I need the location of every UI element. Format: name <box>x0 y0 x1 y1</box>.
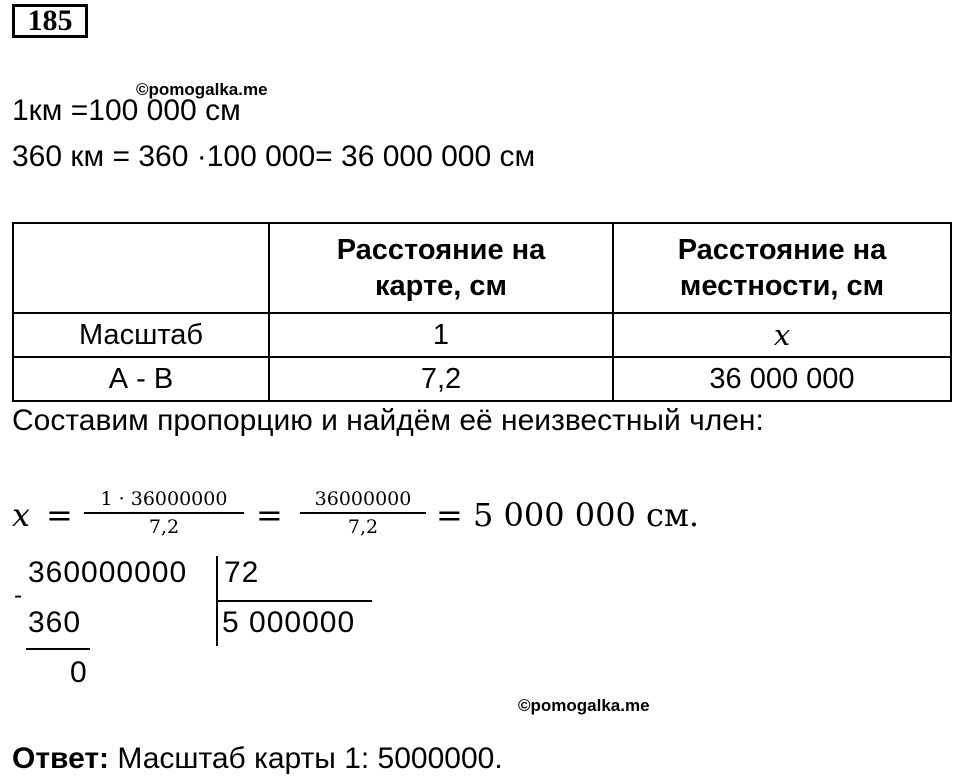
task-number: 185 <box>12 4 88 38</box>
table-row <box>13 313 951 357</box>
table-cell: Масштаб <box>13 313 269 357</box>
conversion-line-1: 1км =100 000 см <box>12 94 241 127</box>
watermark-bottom: ©pomogalka.me <box>518 696 650 715</box>
watermark-top: ©pomogalka.me <box>136 80 268 99</box>
division-subtraction-line <box>26 648 90 650</box>
fraction-2-denominator: 7,2 <box>347 516 379 538</box>
table-header-row <box>13 223 951 313</box>
answer-line <box>12 742 503 776</box>
table-cell: x <box>613 313 951 357</box>
proportion-text: Составим пропорцию и найдём её неизвестный член: <box>12 404 764 437</box>
division-subtrahend: 360 <box>28 606 82 639</box>
table-cell: А - В <box>13 357 269 401</box>
table-cell: 7,2 <box>269 357 613 401</box>
fraction-2-bar <box>300 512 426 514</box>
division-quotient: 5 000000 <box>222 606 356 639</box>
scale-table <box>12 222 952 402</box>
fraction-2-numerator: 36000000 <box>314 488 412 510</box>
table-header-cell: Расстояние на карте, см <box>269 223 613 313</box>
answer-label: Ответ: <box>12 742 110 775</box>
equation-var: x <box>12 496 31 534</box>
equation-result: = 5 000 000 см. <box>436 496 699 534</box>
division-quotient-line <box>218 600 372 602</box>
fraction-2 <box>300 488 426 538</box>
equation-equals-1: = <box>46 496 73 534</box>
fraction-1-bar <box>84 512 244 514</box>
table-header-cell: Расстояние на местности, см <box>613 223 951 313</box>
conversion-line-2: 360 км = 360 ·100 000= 36 000 000 см <box>12 140 536 173</box>
division-remainder: 0 <box>70 656 88 689</box>
fraction-1-denominator: 7,2 <box>148 516 180 538</box>
division-dividend: 360000000 <box>28 556 188 589</box>
fraction-1-numerator: 1 · 36000000 <box>100 488 228 510</box>
table-header-cell <box>13 223 269 313</box>
answer-text: Масштаб карты 1: 5000000. <box>109 742 503 775</box>
fraction-1 <box>84 488 244 538</box>
table-cell: 1 <box>269 313 613 357</box>
equation-equals-2: = <box>256 496 283 534</box>
division-divisor: 72 <box>224 556 260 589</box>
division-minus-sign: - <box>14 582 22 609</box>
table-row <box>13 357 951 401</box>
table-cell: 36 000 000 <box>613 357 951 401</box>
